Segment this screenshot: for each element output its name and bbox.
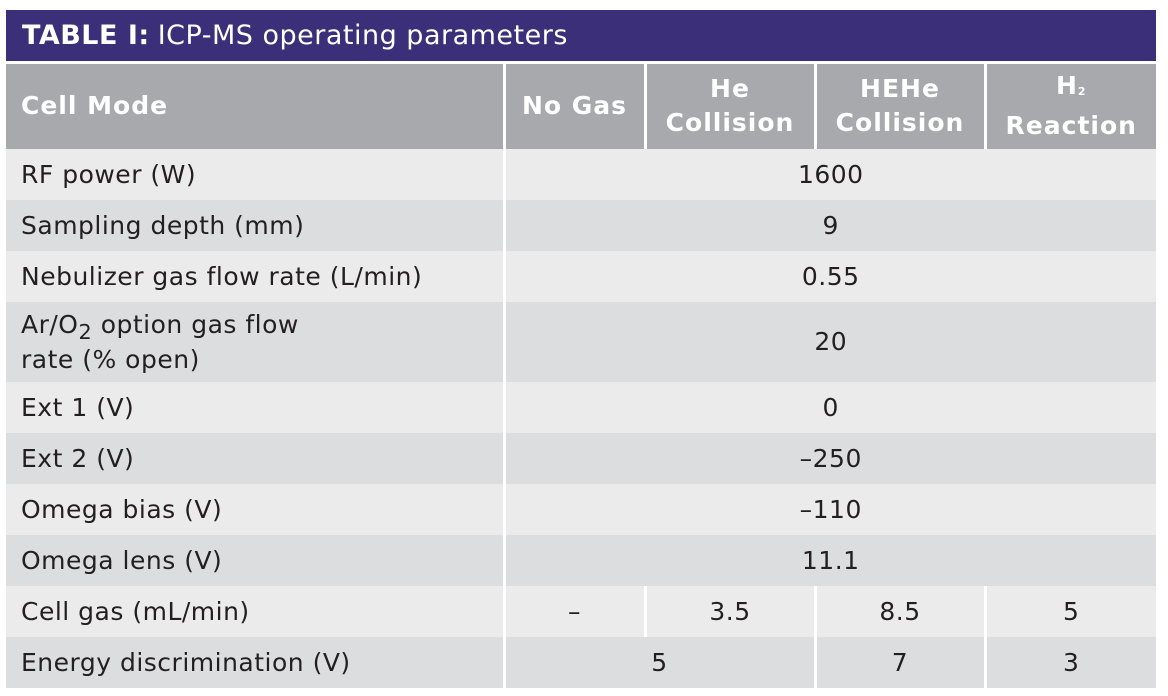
row-value: 20 (504, 302, 1156, 382)
table-row (6, 637, 1156, 688)
row-value: 1600 (504, 149, 1156, 200)
row-label-line1 (21, 311, 503, 346)
cell-no-gas-he-collision: 5 (504, 637, 815, 688)
cell-no-gas: – (504, 586, 645, 637)
row-value: –110 (504, 484, 1156, 535)
table-row (6, 200, 1156, 251)
table-row (6, 382, 1156, 433)
header-row (6, 63, 1156, 149)
header-no-gas: No Gas (504, 63, 645, 149)
cell-hehe-collision: 7 (815, 637, 985, 688)
row-label: Sampling depth (mm) (6, 200, 504, 251)
row-label-sub: 2 (78, 319, 93, 344)
table-row (6, 149, 1156, 200)
header-he-line2: Collision (665, 108, 795, 138)
row-label: Energy discrimination (V) (6, 637, 504, 688)
header-cell-mode: Cell Mode (6, 63, 504, 149)
row-label-pre: Ar/O (21, 309, 79, 339)
header-he-collision (645, 63, 815, 149)
table-row (6, 433, 1156, 484)
table-row (6, 586, 1156, 637)
row-label: Omega lens (V) (6, 535, 504, 586)
row-value: –250 (504, 433, 1156, 484)
header-h2-line1 (987, 69, 1157, 109)
row-value: 11.1 (504, 535, 1156, 586)
cell-hehe-collision: 8.5 (815, 586, 985, 637)
row-label: RF power (W) (6, 149, 504, 200)
table-row (6, 302, 1156, 382)
header-hehe-collision (815, 63, 985, 149)
row-label: Omega bias (V) (6, 484, 504, 535)
row-label: Nebulizer gas flow rate (L/min) (6, 251, 504, 302)
header-h2-reaction (985, 63, 1156, 149)
header-h2-h: H (1055, 71, 1078, 101)
row-label: Cell gas (mL/min) (6, 586, 504, 637)
row-value: 9 (504, 200, 1156, 251)
header-h2-sub: 2 (1077, 85, 1087, 99)
table-number: TABLE I: (22, 20, 150, 51)
row-value: 0 (504, 382, 1156, 433)
header-he-line1: He (710, 74, 750, 104)
row-label: Ext 2 (V) (6, 433, 504, 484)
cell-h2-reaction: 5 (985, 586, 1156, 637)
row-label-post: option gas flow (92, 309, 299, 339)
table-title: ICP-MS operating parameters (157, 20, 568, 51)
header-hehe-line2: Collision (835, 108, 965, 138)
table-row (6, 484, 1156, 535)
cell-h2-reaction: 3 (985, 637, 1156, 688)
row-label-line2: rate (% open) (21, 344, 200, 374)
table-title-bar (6, 10, 1156, 61)
header-h2-line2: Reaction (1005, 111, 1137, 141)
table-row (6, 535, 1156, 586)
cell-he-collision: 3.5 (645, 586, 815, 637)
table-row (6, 251, 1156, 302)
row-label (6, 302, 504, 382)
header-hehe-line1: HEHe (860, 74, 940, 104)
row-value: 0.55 (504, 251, 1156, 302)
parameters-table-container (6, 10, 1156, 688)
row-label: Ext 1 (V) (6, 382, 504, 433)
parameters-table (6, 61, 1156, 688)
